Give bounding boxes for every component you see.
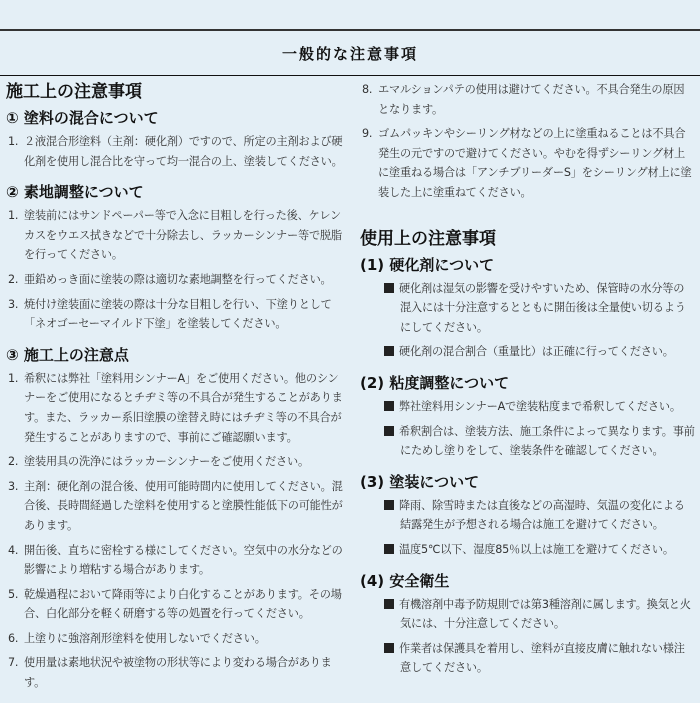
list-item: 1. 希釈には弊社「塗料用シンナーA」をご使用ください。他のシンナーをご使用になるとチヂミ等の不具合が発生することがあります。また、ラッカー系旧塗膜の塗替え時にはチヂミ等の不具合が発生することがありますので、事前にご確認願います。 <box>8 371 343 444</box>
list-item: 希釈割合は、塗装方法、施工条件によって異なります。事前にためし塗りをして、塗装条件を確認してください。 <box>384 422 695 461</box>
square-bullet-icon <box>384 401 394 411</box>
list-item: 3. 焼付け塗装面に塗装の際は十分な目粗しを行い、下塗りとして「ネオゴーセーマイルド下塗」を塗装してください。 <box>8 297 332 331</box>
list-item: 作業者は保護具を着用し、塗料が直接皮膚に触れない様注意してください。 <box>384 639 695 678</box>
list-item: 1. ２液混合形塗料（主剤：硬化剤）ですので、所定の主剤および硬化剤を使用し混合比を守って均一混合の上、塗装してください。 <box>8 135 343 168</box>
list-item: 2. 塗装用具の洗浄にはラッカーシンナーをご使用ください。 <box>8 455 309 469</box>
section-substrate-title: ② 素地調整について <box>6 183 144 202</box>
construction-points-list <box>6 369 344 693</box>
square-bullet-icon <box>384 544 394 554</box>
square-bullet-icon <box>384 500 394 510</box>
square-bullet-icon <box>384 346 394 356</box>
square-bullet-icon <box>384 643 394 653</box>
list-item: 弊社塗料用シンナーAで塗装粘度まで希釈してください。 <box>384 397 695 417</box>
page-title-bar <box>0 29 700 76</box>
section-hardener-title: (1) 硬化剤について <box>360 255 495 274</box>
list-item: 硬化剤は湿気の影響を受けやすいため、保管時の水分等の混入には十分注意するとともに開缶後は全量使い切るようにしてください。 <box>384 279 695 338</box>
list-item: 2. 亜鉛めっき面に塗装の際は適切な素地調整を行ってください。 <box>8 272 332 286</box>
section-painting-title: (3) 塗装について <box>360 472 480 491</box>
list-item: 8. エマルションパテの使用は避けてください。不具合発生の原因となります。 <box>362 83 685 116</box>
section-safety-title: (4) 安全衛生 <box>360 571 450 590</box>
list-item: 硬化剤の混合割合（重量比）は正確に行ってください。 <box>384 342 695 362</box>
viscosity-list <box>360 397 695 461</box>
right-column <box>360 80 695 688</box>
hardener-list <box>360 279 695 362</box>
list-item: 温度5℃以下、湿度85％以上は施工を避けてください。 <box>384 540 695 560</box>
list-item: 3. 主剤：硬化剤の混合後、使用可能時間内に使用してください。混合後、長時間経過した塗料を使用すると塗膜性能低下の可能性があります。 <box>8 479 343 532</box>
square-bullet-icon <box>384 283 394 293</box>
construction-points-list-continued <box>360 80 695 203</box>
safety-list <box>360 595 695 678</box>
square-bullet-icon <box>384 599 394 609</box>
painting-list <box>360 496 695 560</box>
section-mixing-title: ① 塗料の混合について <box>6 109 159 127</box>
page-title: 一般的な注意事項 <box>281 44 418 63</box>
left-column <box>6 80 344 703</box>
list-item: 有機溶剤中毒予防規則では第3種溶剤に属します。換気と火気には、十分注意してください。 <box>384 595 695 634</box>
list-item: 9. ゴムパッキンやシーリング材などの上に塗重ねることは不具合発生の元ですので避けてください。やむを得ずシーリング材上に塗重ねる場合は「アンチブリーダーS」をシーリング材上に塗装した上に塗重ねてください。 <box>362 127 692 199</box>
usage-heading: 使用上の注意事項 <box>360 228 496 249</box>
list-item: 7. 使用量は素地状況や被塗物の形状等により変わる場合があります。 <box>8 656 332 690</box>
square-bullet-icon <box>384 426 394 436</box>
list-item: 降雨、除雪時または直後などの高湿時、気温の変化による結露発生が予想される場合は施工を避けてください。 <box>384 496 695 535</box>
list-item: 4. 開缶後、直ちに密栓する様にしてください。空気中の水分などの影響により増粘する場合があります。 <box>8 543 343 577</box>
list-item: 6. 上塗りに強溶剤形塗料を使用しないでください。 <box>8 631 266 645</box>
substrate-list <box>6 206 344 334</box>
list-item: 5. 乾燥過程において降雨等により白化することがあります。その場合、白化部分を軽く研磨する等の処置を行ってください。 <box>8 587 342 621</box>
mixing-list <box>6 132 344 171</box>
section-construction-points-title: ③ 施工上の注意点 <box>6 345 129 364</box>
list-item: 1. 塗装前にはサンドペーパー等で入念に目粗しを行った後、ケレンカスをウエス拭きなどで十分除去し、ラッカーシンナー等で脱脂を行ってください。 <box>8 209 342 262</box>
section-viscosity-title: (2) 粘度調整について <box>360 373 510 392</box>
construction-heading: 施工上の注意事項 <box>6 82 142 102</box>
